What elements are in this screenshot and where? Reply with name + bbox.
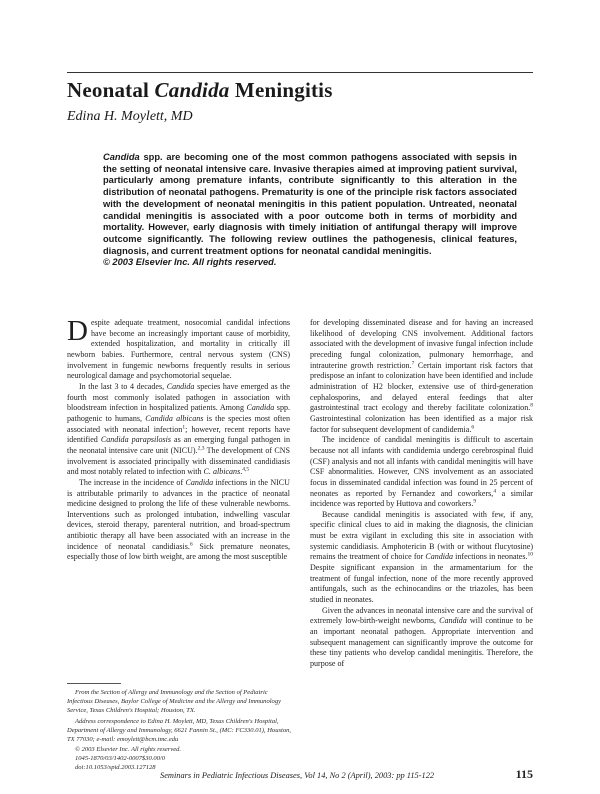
drop-cap: D [67, 315, 88, 347]
abstract: Candida spp. are becoming one of the most common pathogens associated with sepsis in the setting of neonatal intensive care. Invasive therapies aimed at improving patient survival, particularly among premature infants, contribute significantly to this alteration in the distribution of neonatal pathogens. Prematurity is one of the principle risk factors associated with the development of neonatal meningitis in this patient population. Untreated, neonatal candidal meningitis is associated with a poor outcome both in terms of morbidity and mortality. However, early diagnosis with timely initiation of antifungal therapy will improve outcome significantly. The following review outlines the pathogenesis, clinical features, diagnosis, and current treatment options for neonatal candidal meningitis. © 2003 Elsevier Inc. All rights reserved. [103, 152, 517, 268]
top-rule [67, 72, 533, 73]
copyright-note: © 2003 Elsevier Inc. All rights reserved. [75, 746, 182, 754]
issn-note: 1045-1870/03/1402-0007$30.00/0 [75, 755, 166, 763]
paragraph: Because candidal meningitis is associated with few, if any, specific clinical clues to aid in making the diagnosis, the clinician must be extra vigilant in excluding this site in association with systemic candidiasis. Amphotericin B (with or without flucytosine) remains the treatment of choice for Candida infections in neonates.$^{10}$ Despite significant expansion in the armamentarium for the treatment of fungal infection, none of the more recently approved antifungals, such as the echinocandins or the triazoles, has been studied in neonates. [310, 509, 533, 605]
paragraph: for developing disseminated disease and for having an increased likelihood of developing CNS involvement. Additional factors associated with the development of invasive fungal infection include preceding fungal colonization, pulmonary hemorrhage, and intrauterine growth restriction.$^7$ Certain important risk factors that predispose an infant to colonization have been identified and include administration of H2 blocker, extensive use of third-generation cephalosporins, and delayed enteral feedings that alter gastrointestinal tract ecology and thereby facilitate colonization.$^8$ Gastrointestinal colonization has been identified as a major risk factor for subsequent development of candidemia.$^6$ [310, 318, 534, 434]
author-line: Edina H. Moylett, MD [67, 109, 193, 124]
journal-citation: Seminars in Pediatric Infectious Diseases, Vol 14, No 2 (April), 2003: pp 115-122 [160, 771, 435, 780]
page-number: 115 [515, 767, 533, 781]
doi-note: doi:10.1053/spid.2003.127128 [75, 764, 156, 772]
paragraph: Given the advances in neonatal intensive care and the survival of extremely low-birth-weight newborns, Candida will continue to be an important neonatal pathogen. Appropriate intervention and subsequent management can significantly improve the outcome for these tiny patients who develop candidal meningitis. Therefore, the purpose of [310, 605, 533, 668]
paragraph: The increase in the incidence of Candida infections in the NICU is attributable primarily to advances in the practice of neonatal medicine designed to prolong the life of these vulnerable newborns. Interventions such as prolonged intubation, indwelling vascular devices, steroid therapy, parenteral nutrition, and broad-spectrum antibiotic therapy all have been associated with an increase in the incidence of neonatal candidiasis.$^6$ Sick premature neonates, especially those of low birth weight, are among the most susceptible [67, 477, 290, 562]
paragraph: In the last 3 to 4 decades, Candida species have emerged as the fourth most commonly isolated pathogen in association with bloodstream infection in hospitalized patients. Among Candida spp. pathogenic to humans, Candida albicans is the species most often associated with neonatal infection$^1$; however, recent reports have identified Candida parapsilosis as an emerging fungal pathogen in the neonatal intensive care unit (NICU).$^{2,3}$ The development of CNS involvement is associated principally with disseminated candidiasis and most notably related to infection with C. albicans.$^{4,5}$ [67, 381, 291, 477]
body-column-right [310, 318, 533, 670]
footnotes [67, 689, 293, 773]
paragraph: The incidence of candidal meningitis is difficult to ascertain because not all infants with candidemia undergo cerebrospinal fluid (CSF) analysis and not all infants with candidal meningitis will have CSF abnormalities. However, CNS involvement as an associated focus in disseminated candidal infection was found in 25 percent of neonates as reported by Fernandez and coworkers,$^4$ a similar incidence was reported by Huttova and coworkers.$^9$ [310, 435, 533, 509]
article-title: Neonatal Candida Meningitis [67, 78, 333, 102]
affiliation-note: From the Section of Allergy and Immunology and the Section of Pediatric Infectious Diseases, Baylor College of Medicine and the Allergy and Immunology Service, Texas Children's Hospital; Houston, TX. [67, 689, 282, 714]
footnote-rule [67, 683, 121, 684]
abstract-copyright: © 2003 Elsevier Inc. All rights reserved. [103, 257, 277, 268]
body-column-left [67, 315, 291, 563]
correspondence-note: Address correspondence to Edina H. Moylett, MD, Texas Children's Hospital, Department of Allergy and Immunology, 6621 Fannin St., (MC: FC330.01), Houston, TX 77030; e-mail: emoylett@bcm.tmc.edu [67, 717, 292, 743]
paragraph: Despite adequate treatment, nosocomial candidal infections have become an increasingly important cause of morbidity, extended hospitalization, and mortality in critically ill newborn babies. Furthermore, central nervous system (CNS) involvement in fungemic newborns frequently results in serious neurological damage and psychomotorial sequelae. [67, 315, 290, 381]
